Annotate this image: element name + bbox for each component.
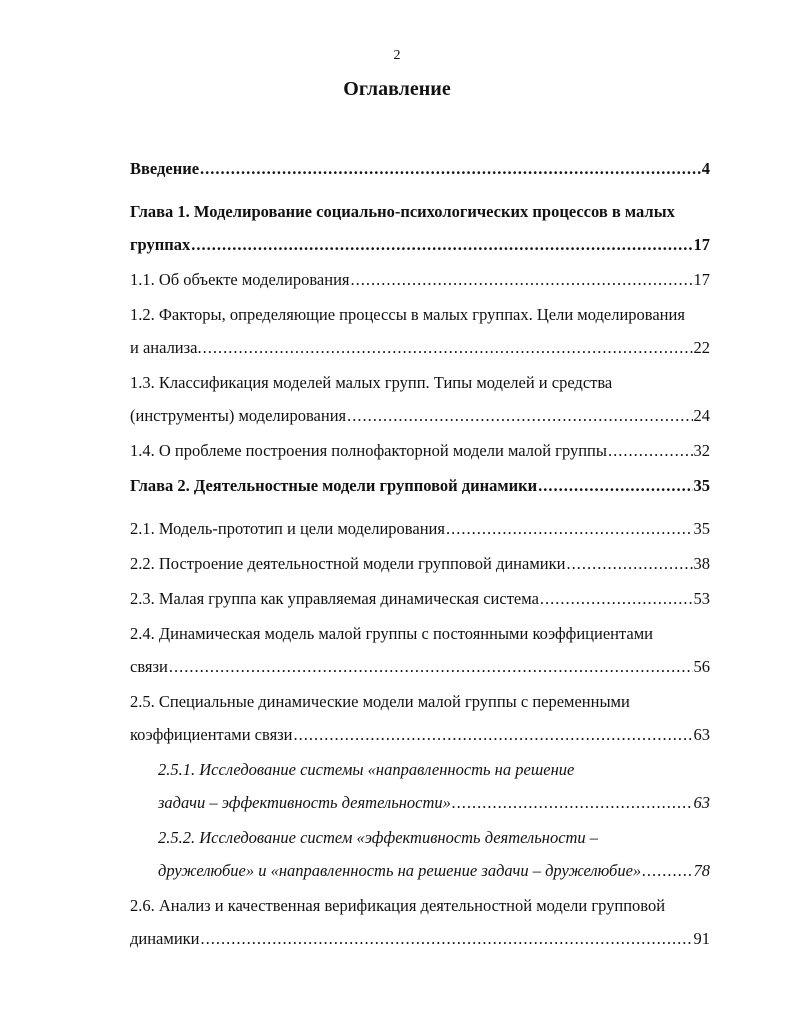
toc-entry-1-2[interactable] [130,298,710,364]
toc-entry-title: 2.5. Специальные динамические модели малой группы с переменными [130,692,630,711]
toc-entry-2-5[interactable] [130,685,710,751]
page-title: Оглавление [343,78,451,100]
dot-leader [452,786,693,819]
toc-entry-2-3[interactable] [130,582,710,615]
table-of-contents [130,152,710,957]
dot-leader [446,512,693,545]
dot-leader [203,331,693,364]
toc-entry-title: Глава 1. Моделирование социально-психологических процессов в малых [130,202,675,221]
toc-entry-title: 1.1. Об объекте моделирования [130,270,350,289]
toc-entry-page: 63 [693,725,710,744]
dot-leader [540,582,693,615]
toc-entry-title: 2.1. Модель-прототип и цели моделирования [130,519,445,538]
toc-entry-title: 2.4. Динамическая модель малой группы с постоянными коэффициентами [130,624,653,643]
dot-leader [347,399,692,432]
toc-entry-title-cont: (инструменты) моделирования [130,406,347,425]
dot-leader [566,547,692,580]
toc-entry-2-2[interactable] [130,547,710,580]
toc-entry-title-cont: связи [130,657,168,676]
toc-entry-title: Глава 2. Деятельностные модели групповой динамики [130,476,538,495]
toc-entry-1-1[interactable] [130,263,710,296]
dot-leader [201,922,693,955]
toc-entry-title: 1.3. Классификация моделей малых групп. Типы моделей и средства [130,373,613,392]
page-number: 2 [393,48,401,63]
toc-entry-1-4[interactable] [130,434,710,467]
toc-entry-title-cont: и анализа. [130,338,202,357]
toc-entry-2-6[interactable] [130,889,710,955]
dot-leader [200,152,701,185]
toc-entry-title: 2.6. Анализ и качественная верификация деятельностной модели групповой [130,896,666,915]
toc-entry-title-cont: дружелюбие» и «направленность на решение задачи – дружелюбие» [158,861,642,880]
toc-entry-title: 2.5.2. Исследование систем «эффективность деятельности – [158,828,599,847]
toc-entry-title: Введение [130,159,200,178]
toc-entry-title: 2.3. Малая группа как управляемая динамическая система [130,589,539,608]
toc-entry-page: 91 [693,929,710,948]
dot-leader [642,854,692,887]
toc-entry-page: 63 [693,793,710,812]
toc-entry-introduction[interactable] [130,152,710,185]
dot-leader [191,228,692,261]
dot-leader [608,434,693,467]
toc-entry-page: 4 [701,159,710,178]
toc-entry-page: 24 [693,406,710,425]
toc-entry-2-1[interactable] [130,512,710,545]
toc-entry-title: 2.2. Построение деятельностной модели групповой динамики [130,554,566,573]
toc-entry-page: 32 [693,441,710,460]
toc-entry-page: 17 [693,235,710,254]
toc-entry-page: 35 [693,476,710,495]
dot-leader [294,718,693,751]
toc-entry-2-5-2[interactable] [158,821,710,887]
dot-leader [169,650,693,683]
toc-entry-title: 1.4. О проблеме построения полнофакторной модели малой группы [130,441,607,460]
toc-entry-chapter-1[interactable] [130,195,710,261]
toc-entry-title: 1.2. Факторы, определяющие процессы в малых группах. Цели моделирования [130,305,685,324]
toc-entry-page: 53 [693,589,710,608]
toc-entry-1-3[interactable] [130,366,710,432]
toc-entry-page: 38 [693,554,710,573]
toc-entry-page: 35 [693,519,710,538]
toc-entry-title-cont: динамики [130,929,200,948]
toc-entry-2-4[interactable] [130,617,710,683]
toc-entry-page: 17 [693,270,710,289]
toc-entry-title-cont: коэффициентами связи [130,725,293,744]
toc-entry-title-cont: группах [130,235,191,254]
dot-leader [351,263,693,296]
toc-entry-title: 2.5.1. Исследование системы «направленность на решение [158,760,575,779]
toc-entry-chapter-2[interactable] [130,469,710,502]
toc-entry-page: 56 [693,657,710,676]
toc-entry-title-cont: задачи – эффективность деятельности» [158,793,451,812]
dot-leader [538,469,692,502]
toc-entry-page: 22 [693,338,710,357]
toc-entry-page: 78 [693,861,710,880]
toc-entry-2-5-1[interactable] [158,753,710,819]
